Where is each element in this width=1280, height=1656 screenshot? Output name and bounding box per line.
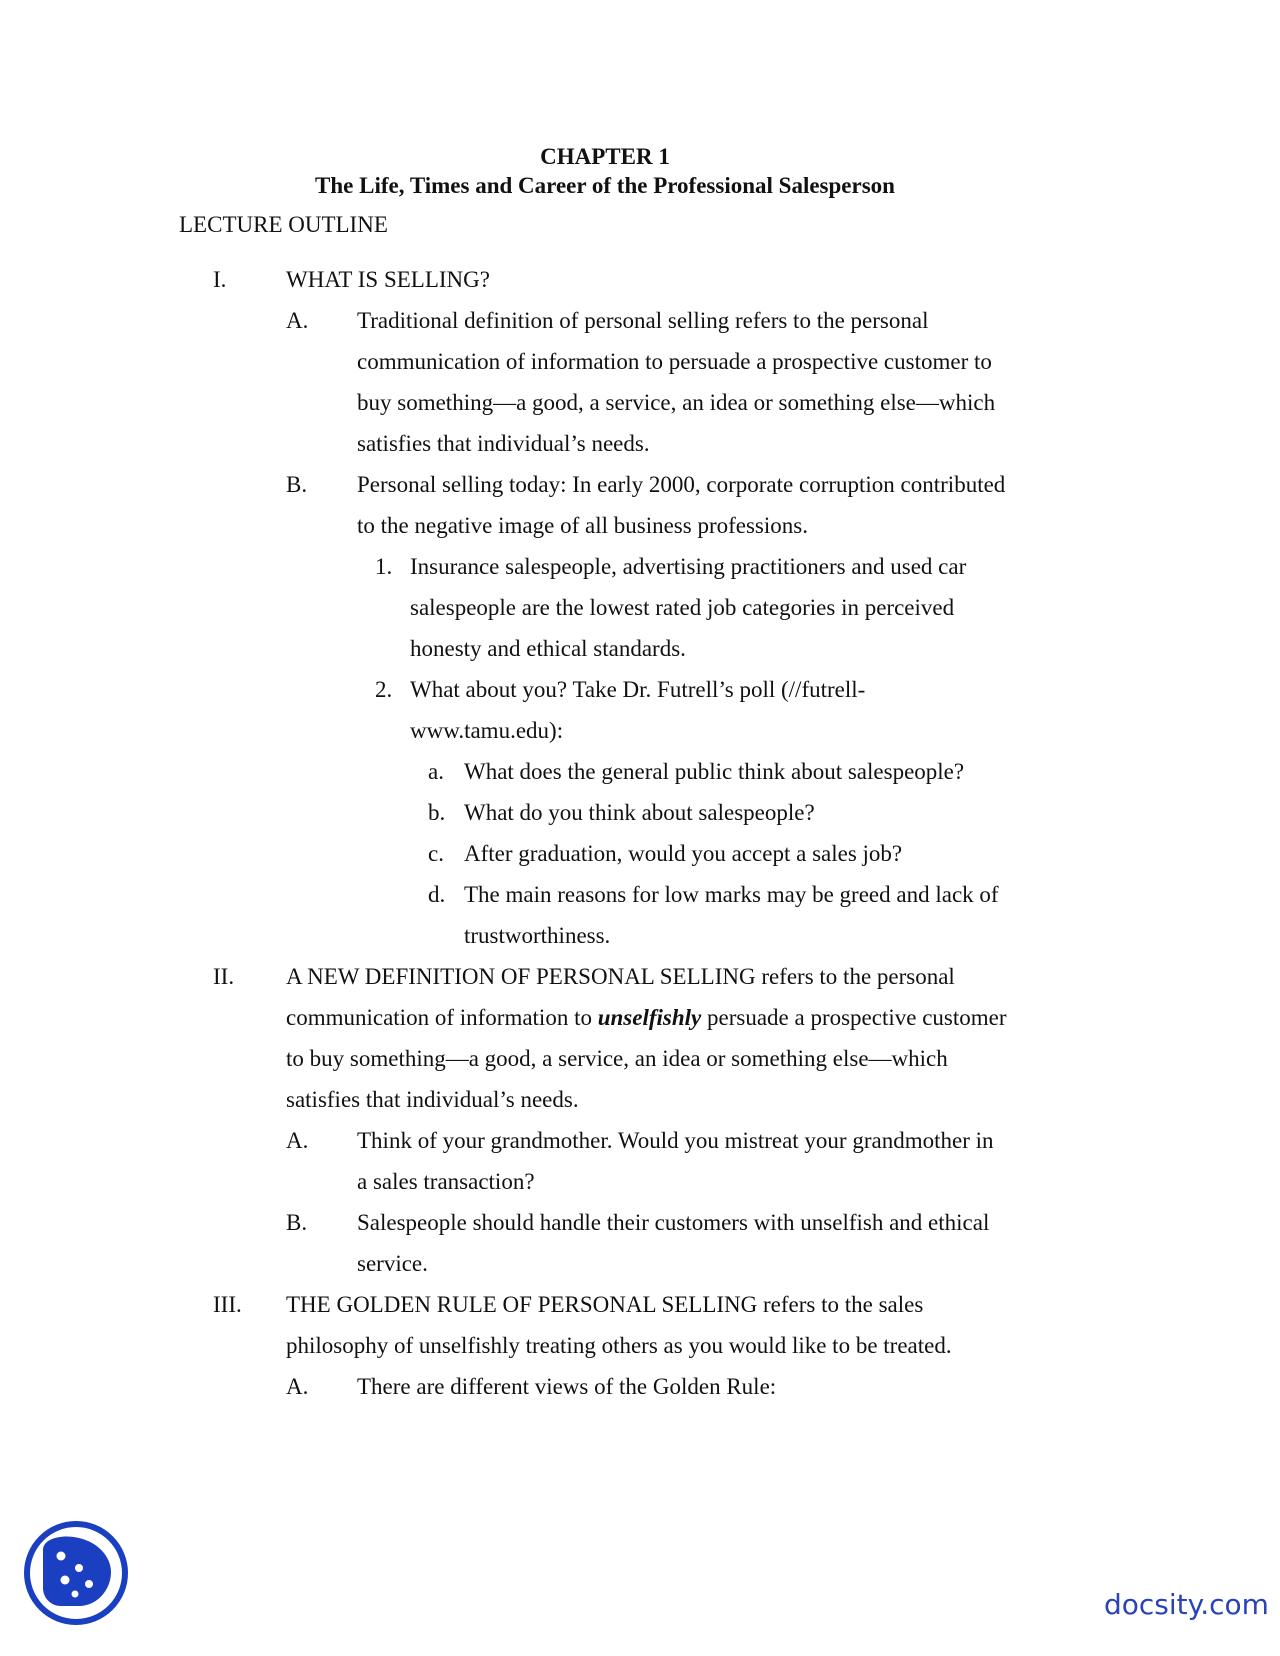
item-text: service.	[357, 1251, 428, 1276]
emphasized-word: unselfishly	[597, 1005, 702, 1030]
poll-question-label: d.	[428, 882, 446, 907]
section-text-part: persuade a prospective customer	[701, 1005, 1007, 1030]
poll-question-label: b.	[428, 800, 446, 825]
subitem-label: 1.	[375, 554, 393, 579]
item-label: B.	[286, 472, 308, 497]
item-text: a sales transaction?	[357, 1169, 535, 1194]
item-text: Salespeople should handle their customers with unselfish and ethical	[357, 1210, 990, 1235]
subitem-text: honesty and ethical standards.	[410, 636, 686, 661]
docsity-brand-link[interactable]: docsity.com	[1104, 1588, 1269, 1621]
section-text: philosophy of unselfishly treating others as you would like to be treated.	[286, 1333, 952, 1358]
item-text: to the negative image of all business professions.	[357, 513, 808, 538]
subitem-text: Insurance salespeople, advertising practitioners and used car	[410, 554, 967, 579]
item-label: A.	[286, 308, 309, 333]
item-label: A.	[286, 1128, 309, 1153]
section-number: III.	[213, 1292, 242, 1317]
section-text: satisfies that individual’s needs.	[286, 1087, 579, 1112]
poll-question-text: What does the general public think about salespeople?	[464, 759, 965, 784]
subitem-label: 2.	[375, 677, 393, 702]
item-text: satisfies that individual’s needs.	[357, 431, 650, 456]
section-text	[286, 1004, 1007, 1032]
poll-question-text: The main reasons for low marks may be greed and lack of	[464, 882, 999, 907]
item-text: Personal selling today: In early 2000, corporate corruption contributed	[357, 472, 1006, 497]
item-label: A.	[286, 1374, 309, 1399]
poll-question-text: After graduation, would you accept a sales job?	[464, 841, 903, 866]
section-number: II.	[213, 964, 235, 989]
item-text: Think of your grandmother. Would you mistreat your grandmother in	[357, 1128, 994, 1153]
section-text: to buy something—a good, a service, an idea or something else—which	[286, 1046, 948, 1071]
docsity-logo-icon[interactable]	[23, 1520, 129, 1626]
section-heading: THE GOLDEN RULE OF PERSONAL SELLING refers to the sales	[286, 1292, 924, 1317]
item-text: buy something—a good, a service, an idea or something else—which	[357, 390, 996, 415]
lecture-outline-label: LECTURE OUTLINE	[179, 212, 388, 237]
section-heading: A NEW DEFINITION OF PERSONAL SELLING refers to the personal	[286, 964, 955, 989]
item-label: B.	[286, 1210, 308, 1235]
poll-question-label: a.	[428, 759, 444, 784]
chapter-heading: CHAPTER 1	[540, 144, 670, 169]
poll-question-text: trustworthiness.	[464, 923, 611, 948]
item-text: Traditional definition of personal selling refers to the personal	[357, 308, 929, 333]
section-number: I.	[213, 267, 227, 292]
poll-question-label: c.	[428, 841, 444, 866]
subitem-text: salespeople are the lowest rated job categories in perceived	[410, 595, 955, 620]
item-text: communication of information to persuade a prospective customer to	[357, 349, 992, 374]
chapter-title: The Life, Times and Career of the Professional Salesperson	[315, 173, 895, 198]
poll-question-text: What do you think about salespeople?	[464, 800, 815, 825]
subitem-text: What about you? Take Dr. Futrell’s poll (//futrell-	[410, 677, 866, 702]
section-heading: WHAT IS SELLING?	[286, 267, 490, 292]
subitem-text: www.tamu.edu):	[410, 718, 564, 743]
item-text: There are different views of the Golden Rule:	[357, 1374, 777, 1399]
section-text-part: communication of information to	[286, 1005, 598, 1030]
